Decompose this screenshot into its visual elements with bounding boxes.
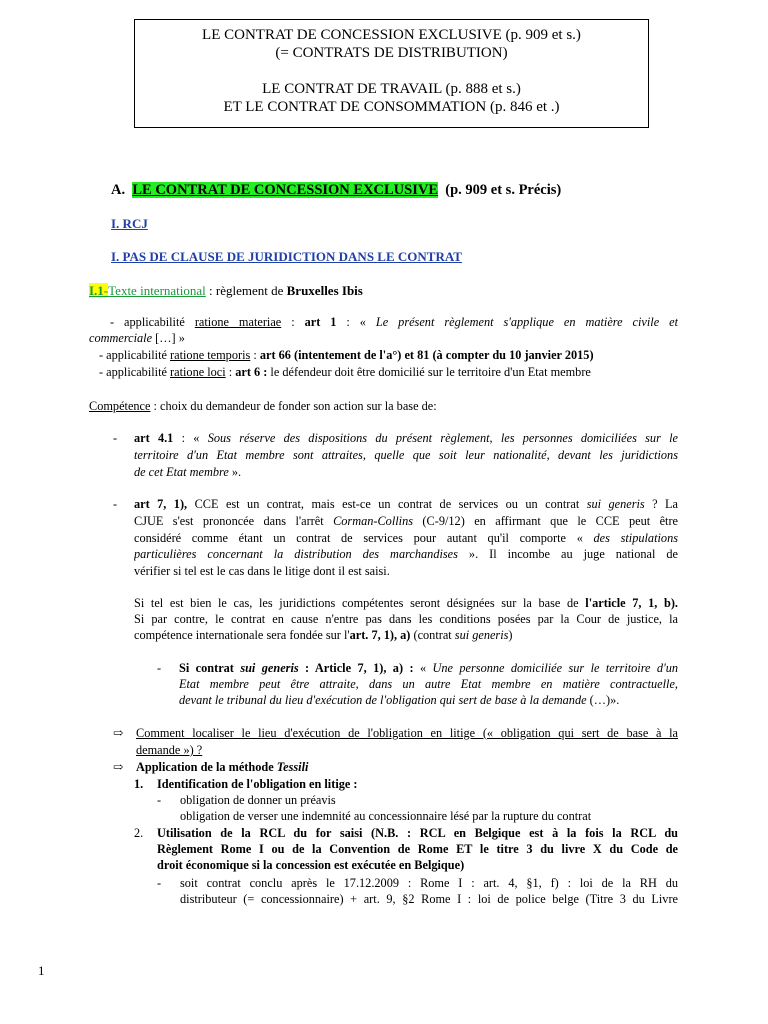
para2-line-1: Si tel est bien le cas, les juridictions compétentes seront désignées sur la base de l'article 7, 1, b). [134,596,678,610]
art1: art 1 [304,315,337,329]
item1-label: Identification de l'obligation en litige : [157,777,358,791]
sui-generis-line-1: Si contrat sui generis : Article 7, 1), a) : « Une personne domiciliée sur le territoire d'un [179,661,678,675]
art71-dash: - [113,497,118,511]
title-line-3: LE CONTRAT DE TRAVAIL (p. 888 et s.) [262,81,521,97]
sui-generis-dash: - [157,661,162,675]
materiae-term: ratione materiae [194,315,282,329]
item2-number: 2. [134,826,144,840]
item1-dash: - [157,793,162,807]
art71-line-5: vérifier si tel est le cas dans le litige dont il est saisi. [134,564,390,578]
art71-line-3: considéré comme étant un contrat de services pour autant qu'il comporte « des stipulations [134,531,678,545]
title-line-4: ET LE CONTRAT DE CONSOMMATION (p. 846 et .) [223,99,560,115]
i1-bold: Bruxelles Ibis [286,283,363,298]
rcj-heading: I. RCJ [111,216,148,231]
item2-line-1: Utilisation de la RCL du for saisi (N.B. : RCL en Belgique est à la fois la RCL du [157,826,678,840]
art41-line-1: art 4.1 : « Sous réserve des dispositions du présent règlement, les personnes domiciliées sur le [134,431,678,445]
section-ref: (p. 909 et s. Précis) [445,182,562,198]
item1-number: 1. [134,777,144,791]
sui-generis-line-2: Etat membre peut être attraite, dans un autre Etat membre en matière contractuelle, [179,677,678,691]
arrow1-line-2: demande ») ? [136,743,203,757]
no-clause-heading: I. PAS DE CLAUSE DE JURIDICTION DANS LE CONTRAT [111,249,462,264]
item1-sub-2: obligation de verser une indemnité au concessionnaire lésé par la rupture du contrat [180,809,592,823]
i1-number: I.1- [89,283,109,298]
section-letter: A. [111,182,126,198]
item2-dash: - [157,876,162,890]
temporis-term: ratione temporis [170,348,251,362]
art71-line-1: art 7, 1), CCE est un contrat, mais est-ce un contrat de services ou un contrat sui generis ? La [134,497,678,511]
section-a-heading [111,182,561,198]
arrow1-line-1: Comment localiser le lieu d'exécution de l'obligation en litige (« obligation qui sert de base à la [136,726,678,740]
competence-line: Compétence : choix du demandeur de fonder son action sur la base de: [89,399,437,413]
item2-sub-2: distributeur (= concessionnaire) + art. 9, §2 Rome I : loi de police belge (Titre 3 du Livre [180,892,678,906]
competence-term: Compétence [89,399,151,413]
loci-line: - applicabilité ratione loci : art 6 : le défendeur doit être domicilié sur le territoire d'un Etat membre [99,365,591,379]
materiae-line-2: commerciale […] » [89,331,185,345]
sui-generis-line-3: devant le tribunal du lieu d'exécution de l'obligation qui sert de base à la demande (…)». [179,693,620,707]
art41-line-2: territoire d'un Etat membre sont attraites, quelle que soit leur nationalité, devant les juridictions [134,448,678,462]
art71-label: art 7, 1), [134,497,188,511]
materiae-line-1: - applicabilité ratione materiae : art 1 : « Le présent règlement s'applique en matière civile et [110,315,678,329]
temporis-line: - applicabilité ratione temporis : art 66 (intentement de l'a°) et 81 (à compter du 10 janvier 2015) [99,348,594,362]
item2-line-3: droit économique si la concession est exécutée en Belgique) [157,858,465,872]
item2-sub-1: soit contrat conclu après le 17.12.2009 : Rome I : art. 4, §1, f) : loi de la RH du [180,876,678,890]
para2-line-2: Si par contre, le contrat en cause n'entre pas dans les conditions posées par la Cour de justice, la [134,612,678,626]
art71-line-2: CJUE s'est prononcée dans l'arrêt Corman-Collins (C-9/12) en affirmant que le CCE peut être [134,514,678,528]
art71-line-4: particulières concernant la distribution des marchandises ». Il incombe au juge national de [134,547,678,561]
arrow-icon: ⇨ [113,760,124,774]
art41-line-3: de cet Etat membre ». [134,465,242,479]
title-line-2: (= CONTRATS DE DISTRIBUTION) [275,45,508,61]
i1-label: Texte international [108,283,206,298]
arrow2-line: Application de la méthode Tessili [136,760,309,774]
i1-line [89,283,363,299]
item2-line-2: Règlement Rome I ou de la Convention de Rome ET le titre 3 du livre X du Code de [157,842,678,856]
title-line-1: LE CONTRAT DE CONCESSION EXCLUSIVE (p. 909 et s.) [202,27,581,43]
arrow-icon: ⇨ [113,726,124,740]
art41-label: art 4.1 [134,431,174,445]
i1-text: : règlement de [205,283,287,298]
item1-sub-1: obligation de donner un préavis [180,793,336,807]
page-number: 1 [38,963,45,978]
para2-line-3: compétence internationale sera fondée sur l'art. 7, 1), a) (contrat sui generis) [134,628,513,642]
section-title: LE CONTRAT DE CONCESSION EXCLUSIVE [132,182,439,198]
title-box [134,19,649,128]
art41-dash: - [113,431,118,445]
loci-term: ratione loci [170,365,226,379]
